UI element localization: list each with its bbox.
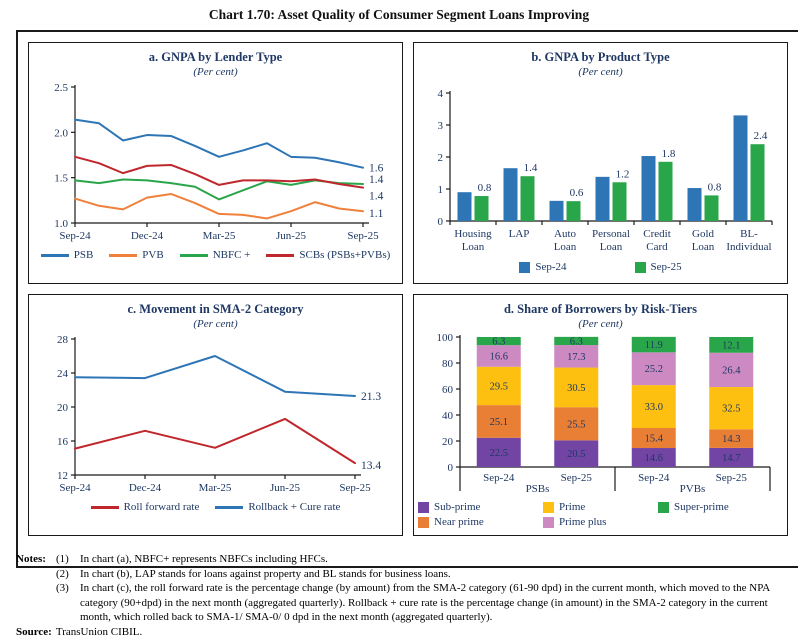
svg-text:1.1: 1.1 [368,208,383,221]
lender-type-legend [29,249,402,261]
svg-text:0.6: 0.6 [569,187,583,200]
legend-item-scbs-psbs-pvbs [266,249,390,261]
svg-text:22.5: 22.5 [489,447,508,459]
svg-text:14.7: 14.7 [721,452,740,464]
legend-label: Roll forward rate [123,501,200,513]
legend-label: Prime [559,501,586,513]
panel-movement-in-sma2 [28,294,403,536]
svg-text:Jun-25: Jun-25 [275,230,306,242]
svg-text:Sep-24: Sep-24 [637,472,669,484]
note-text: In chart (c), the roll forward rate is the percentage change (by amount) from the SMA-2 category (61-90 dpd) in the current month, which moved to the NPA category (90+dpd) in the next month (aggregated quarterly). Rollback + cure rate is the percentage change (in amount) in the SMA-2 category in the current month, which rolled back to SMA-1/ SMA-0/ 0 dpd in the next month (aggregated quarterly). [80,582,770,623]
svg-text:1: 1 [437,184,443,196]
chart-grid [16,30,798,568]
sma2-line-chart [37,331,395,501]
svg-text:4: 4 [437,88,443,100]
svg-text:0.8: 0.8 [707,181,721,194]
legend-item-sep-25 [635,261,682,273]
legend-label: Prime plus [559,516,607,528]
svg-text:1.5: 1.5 [53,172,68,185]
svg-text:26.4: 26.4 [721,365,740,377]
legend-label: PVB [142,249,164,261]
note-number: (1) [56,553,69,565]
svg-text:1.2: 1.2 [615,168,629,181]
legend-label: Rollback + Cure rate [248,501,341,513]
legend-swatch [519,262,530,273]
legend-label: Sub-prime [434,501,481,513]
svg-text:Jun-25: Jun-25 [269,482,300,494]
svg-text:Mar-25: Mar-25 [198,482,231,494]
svg-text:25.5: 25.5 [566,419,585,431]
page-title: Chart 1.70: Asset Quality of Consumer Segment Loans Improving [208,7,590,22]
note-row [16,567,786,582]
svg-text:0.8: 0.8 [477,182,491,195]
note-row [16,581,786,625]
panel-title: d. Share of Borrowers by Risk-Tiers [503,302,698,316]
svg-text:1.4: 1.4 [523,162,537,175]
svg-text:Loan: Loan [599,241,622,253]
product-type-legend [414,261,787,273]
svg-text:28: 28 [56,334,68,346]
legend-item-rollback-cure-rate [215,501,340,513]
svg-text:60: 60 [441,384,453,396]
legend-item-nbfc [180,249,251,261]
svg-text:30.5: 30.5 [566,382,585,394]
svg-text:Gold: Gold [691,228,714,240]
legend-swatch [180,254,208,257]
note-row [16,552,786,567]
svg-text:14.3: 14.3 [721,434,740,446]
legend-label: NBFC + [212,249,251,261]
svg-text:PVBs: PVBs [679,483,705,495]
svg-text:Sep-25: Sep-25 [346,230,379,242]
panel-gnpa-by-product-type [413,42,788,284]
legend-item-sub-prime [418,501,543,513]
risk-tiers-stacked-chart [422,331,780,499]
legend-item-psb [41,249,94,261]
svg-text:25.1: 25.1 [489,416,508,428]
svg-text:12.1: 12.1 [721,340,740,352]
svg-text:Sep-25: Sep-25 [715,472,747,484]
panel-subtitle: (Per cent) [193,318,238,330]
svg-text:Card: Card [645,241,668,253]
panel-share-of-borrowers [413,294,788,536]
note-number: (2) [56,567,69,580]
legend-item-pvb [109,249,163,261]
svg-text:1.0: 1.0 [53,218,68,230]
risk-tiers-legend [414,501,787,528]
svg-text:1.8: 1.8 [661,147,675,160]
svg-text:100: 100 [436,332,453,344]
note-number: (3) [56,582,69,594]
svg-text:Sep-24: Sep-24 [58,482,91,494]
panel-subtitle: (Per cent) [578,66,623,78]
svg-text:1.4: 1.4 [368,174,383,187]
svg-text:40: 40 [441,410,453,422]
legend-label: SCBs (PSBs+PVBs) [299,249,391,261]
legend-swatch [418,517,429,528]
svg-text:20: 20 [56,402,68,414]
svg-text:3: 3 [437,120,443,132]
svg-text:Loan: Loan [461,241,484,253]
svg-text:1.4: 1.4 [368,190,383,203]
svg-text:Loan: Loan [553,241,576,253]
svg-text:Credit: Credit [642,228,671,240]
source-label: Source: [16,625,52,638]
svg-text:33.0: 33.0 [644,402,663,414]
legend-item-roll-forward-rate [91,501,200,513]
legend-swatch [543,502,554,513]
legend-swatch [41,254,69,257]
source-row [16,625,786,638]
svg-text:15.4: 15.4 [644,433,663,445]
svg-text:16.6: 16.6 [489,351,508,363]
legend-item-prime-plus [543,516,658,528]
legend-swatch [543,517,554,528]
svg-text:6.3: 6.3 [491,336,505,348]
panel-subtitle: (Per cent) [193,66,238,78]
svg-text:13.4: 13.4 [360,460,381,473]
notes-section [16,552,786,638]
svg-text:11.9: 11.9 [644,340,663,352]
svg-text:1.6: 1.6 [368,162,383,175]
svg-text:BL-: BL- [739,228,758,240]
svg-text:0: 0 [437,216,443,228]
legend-label: Sep-24 [535,261,567,273]
legend-item-near-prime [418,516,543,528]
svg-text:2.4: 2.4 [753,130,767,143]
legend-swatch [635,262,646,273]
svg-text:Personal: Personal [591,228,630,240]
note-text: In chart (b), LAP stands for loans against property and BL stands for business loans. [80,567,451,580]
source-text: TransUnion CIBIL. [55,625,143,638]
svg-text:Individual: Individual [725,241,772,253]
gnpa-product-bar-chart [422,79,780,261]
svg-text:Loan: Loan [691,241,714,253]
svg-text:20.5: 20.5 [566,449,585,461]
svg-text:17.3: 17.3 [566,351,585,363]
notes-label: Notes: [16,553,46,565]
svg-text:PSBs: PSBs [525,483,549,495]
svg-text:80: 80 [441,358,453,370]
note-text: In chart (a), NBFC+ represents NBFCs including HFCs. [80,553,328,565]
panel-title: a. GNPA by Lender Type [148,50,283,64]
legend-label: Super-prime [674,501,729,513]
legend-label: Near prime [434,516,484,528]
legend-swatch [658,502,669,513]
svg-text:6.3: 6.3 [569,336,583,348]
svg-text:21.3: 21.3 [360,390,381,403]
legend-swatch [109,254,137,257]
svg-text:LAP: LAP [508,228,529,240]
svg-text:Housing: Housing [453,228,492,240]
svg-text:14.6: 14.6 [644,453,663,465]
svg-text:Dec-24: Dec-24 [128,482,161,494]
legend-swatch [91,506,119,509]
svg-text:2.5: 2.5 [53,82,68,94]
legend-swatch [215,506,243,509]
legend-label: Sep-25 [650,261,682,273]
panel-subtitle: (Per cent) [578,318,623,330]
legend-label: PSB [73,249,94,261]
svg-text:12: 12 [56,470,68,482]
svg-text:25.2: 25.2 [644,364,663,376]
svg-text:2.0: 2.0 [53,127,68,140]
svg-text:2: 2 [437,152,443,164]
svg-text:29.5: 29.5 [489,381,508,393]
legend-item-prime [543,501,658,513]
legend-swatch [418,502,429,513]
panel-title: b. GNPA by Product Type [531,50,670,64]
svg-text:Sep-25: Sep-25 [338,482,371,494]
svg-text:Auto: Auto [553,228,576,240]
svg-text:16: 16 [56,436,68,448]
svg-text:24: 24 [56,368,68,380]
sma2-legend [29,501,402,513]
svg-text:20: 20 [441,436,453,448]
svg-text:Sep-24: Sep-24 [58,230,91,242]
svg-text:Mar-25: Mar-25 [202,230,235,242]
legend-swatch [266,254,294,257]
gnpa-lender-line-chart [37,79,395,249]
svg-text:32.5: 32.5 [721,403,740,415]
legend-item-super-prime [658,501,783,513]
legend-item-sep-24 [519,261,566,273]
svg-text:Sep-25: Sep-25 [560,472,592,484]
svg-text:Dec-24: Dec-24 [130,230,163,242]
svg-text:Sep-24: Sep-24 [482,472,514,484]
svg-text:0: 0 [447,462,453,474]
panel-title: c. Movement in SMA-2 Category [127,302,304,316]
panel-gnpa-by-lender-type [28,42,403,284]
